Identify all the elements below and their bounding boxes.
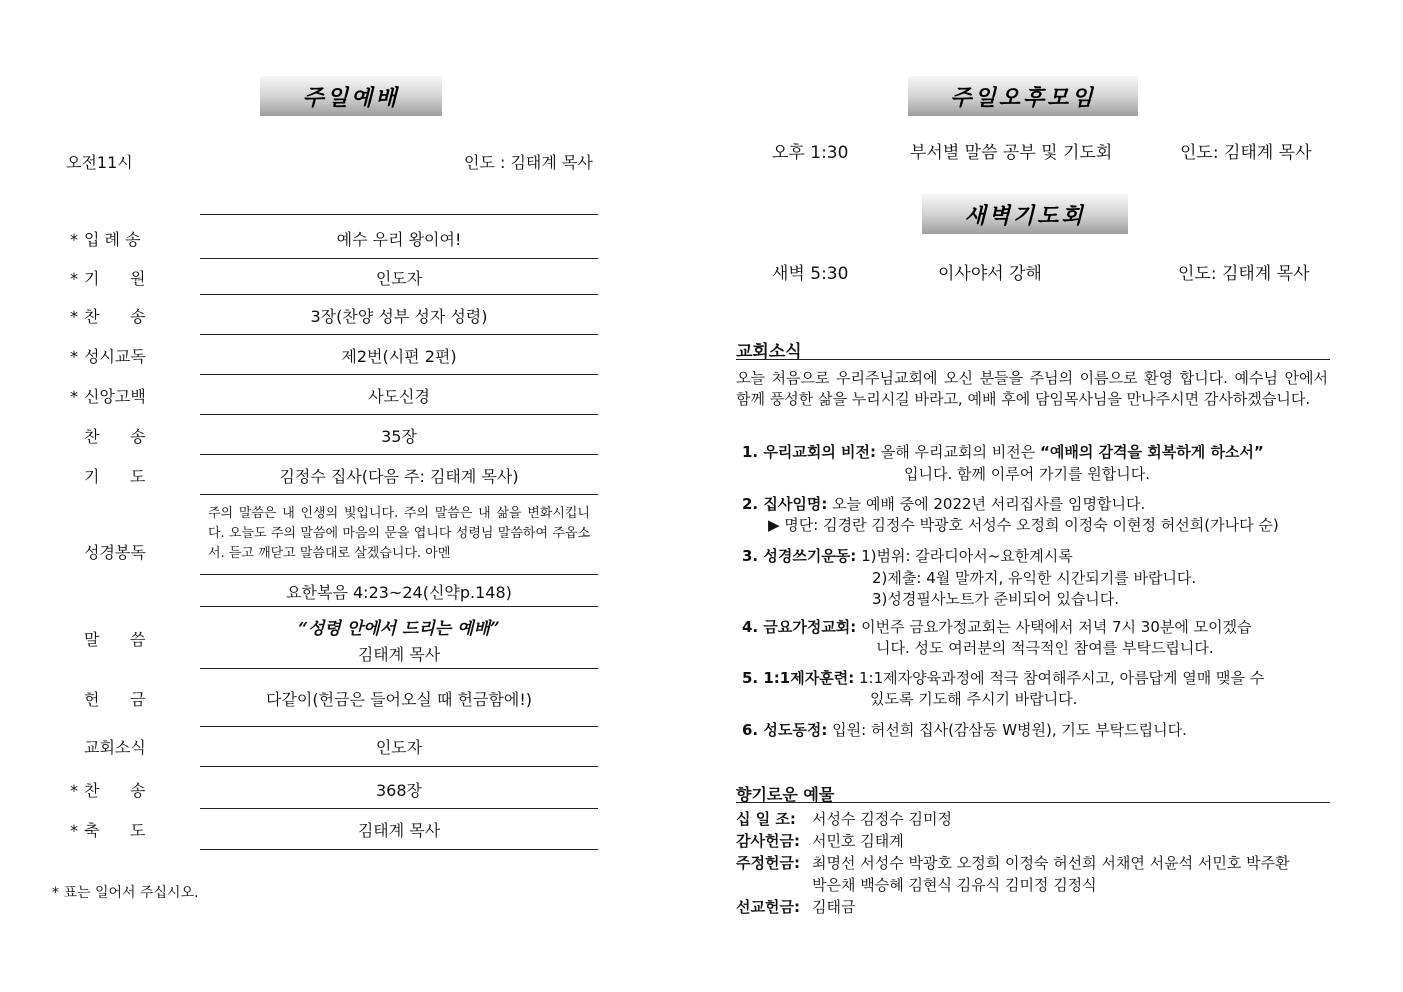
news-item-4-cont: 니다. 성도 여러분의 적극적인 참여를 부탁드립니다. [876, 639, 1214, 657]
afternoon-leader: 인도: 김태계 목사 [1180, 143, 1312, 163]
news-item-3-b: 2)제출: 4월 말까지, 유익한 시간되기를 바랍니다. [872, 569, 1197, 587]
order-value: 3장(찬양 성부 성자 성령) [310, 307, 488, 326]
table-rule [200, 214, 598, 215]
news-item-2: 2. 집사임명: 오늘 예배 중에 2022년 서리집사를 임명합니다. [742, 495, 1146, 513]
offering-value: 다같이(헌금은 들어오실 때 헌금함에!) [266, 690, 532, 709]
order-value: 사도신경 [368, 387, 430, 406]
news-item-5-cont: 있도록 기도해 주시기 바랍니다. [870, 690, 1078, 708]
sermon-label: 말 씀 [84, 630, 146, 649]
table-rule [200, 294, 598, 295]
order-label: * 찬 송 [70, 781, 146, 800]
table-rule [200, 258, 598, 259]
order-label: * 기 원 [70, 269, 146, 288]
afternoon-time: 오후 1:30 [772, 143, 849, 163]
order-value: 368장 [376, 781, 422, 800]
order-label: * 신앙고백 [70, 387, 146, 406]
order-value: 인도자 [375, 269, 423, 288]
offering-title: 향기로운 예물 [736, 785, 835, 804]
reading-reference: 요한복음 4:23~24(신약p.148) [286, 583, 512, 602]
order-label: 교회소식 [84, 738, 146, 757]
order-value: 제2번(시편 2편) [341, 347, 457, 366]
table-rule [200, 574, 598, 575]
sermon-title: “성령 안에서 드리는 예배” [298, 619, 500, 639]
dawn-desc: 이사야서 강해 [938, 264, 1042, 284]
welcome-text: 오늘 처음으로 우리주님교회에 오신 분들을 주님의 이름으로 환영 합니다. 예수님 안에서 함께 풍성한 삶을 누리시길 바라고, 예배 후에 담임목사님을 만나주시면 감사하겠습니다. [736, 369, 1328, 408]
news-item-2-list: ▶ 명단: 김경란 김정수 박광호 서성수 오정희 이정숙 이현정 허선희(가나다 순) [768, 516, 1279, 534]
offering-row: 십 일 조: 서성수 김정수 김미정 [736, 810, 952, 828]
news-item-1-cont: 입니다. 함께 이루어 가기를 원합니다. [904, 465, 1150, 483]
order-label: * 성시교독 [70, 347, 146, 366]
order-value: 예수 우리 왕이여! [336, 230, 462, 249]
dawn-time: 새벽 5:30 [772, 264, 849, 284]
table-rule [200, 606, 598, 607]
reading-prayer: 주의 말씀은 내 인생의 빛입니다. 주의 말씀은 내 삶을 변화시킵니다. 오늘도 주의 말씀에 마음의 문을 엽니다 성령님 말씀하여 주옵소서. 듣고 깨닫고 말씀대로 살겠습니다. 아멘 [208, 506, 590, 561]
news-item-3: 3. 성경쓰기운동: 1)범위: 갈라디아서~요한계시록 [742, 547, 1073, 565]
table-rule [200, 726, 598, 727]
offering-label: 헌 금 [84, 690, 146, 709]
order-value: 인도자 [375, 738, 423, 757]
table-rule [200, 668, 598, 669]
news-title: 교회소식 [736, 342, 802, 362]
table-rule [200, 414, 598, 415]
offering-row: 박은채 백승혜 김현식 김유식 김미정 김정식 [812, 876, 1097, 894]
table-rule [200, 374, 598, 375]
worship-leader: 인도 : 김태계 목사 [464, 153, 593, 172]
news-rule [736, 359, 1330, 360]
table-rule [200, 808, 598, 809]
worship-time: 오전11시 [66, 153, 133, 172]
order-value: 김정수 집사(다음 주: 김태계 목사) [279, 467, 519, 486]
sermon-speaker: 김태계 목사 [357, 645, 441, 664]
table-rule [200, 849, 598, 850]
dawn-title: 새벽기도회 [922, 194, 1128, 234]
news-item-3-c: 3)성경필사노트가 준비되어 있습니다. [872, 590, 1120, 608]
order-value: 35장 [381, 427, 417, 446]
offering-rule [736, 802, 1330, 803]
worship-title: 주일예배 [260, 76, 442, 116]
afternoon-title: 주일오후모임 [908, 76, 1138, 116]
afternoon-desc: 부서별 말씀 공부 및 기도회 [910, 143, 1113, 163]
order-label: * 찬 송 [70, 307, 146, 326]
offering-row: 주정헌금: 최명선 서성수 박광호 오정희 이정숙 허선희 서채연 서윤석 서민호 박주환 [736, 854, 1290, 872]
news-item-5: 5. 1:1제자훈련: 1:1제자양육과정에 적극 참여해주시고, 아름답게 열매 맺을 수 [742, 669, 1265, 687]
news-item-1: 1. 우리교회의 비전: 올해 우리교회의 비전은 “예배의 감격을 회복하게 하소서” [742, 443, 1264, 461]
table-rule [200, 454, 598, 455]
order-label: * 입 례 송 [70, 230, 141, 249]
order-label: 찬 송 [84, 427, 146, 446]
order-value: 김태계 목사 [357, 821, 441, 840]
order-label: * 축 도 [70, 821, 146, 840]
offering-row: 선교헌금: 김태금 [736, 898, 856, 916]
table-rule [200, 494, 598, 495]
dawn-leader: 인도: 김태계 목사 [1178, 264, 1310, 284]
table-rule [200, 334, 598, 335]
offering-row: 감사헌금: 서민호 김태계 [736, 832, 904, 850]
reading-label: 성경봉독 [84, 543, 146, 562]
news-item-4: 4. 금요가정교회: 이번주 금요가정교회는 사택에서 저녁 7시 30분에 모이겠습 [742, 618, 1252, 636]
footnote: * 표는 일어서 주십시오. [52, 885, 199, 901]
order-label: 기 도 [84, 467, 146, 486]
table-rule [200, 766, 598, 767]
news-item-6: 6. 성도동정: 입원: 허선희 집사(감삼동 W병원), 기도 부탁드립니다. [742, 721, 1187, 739]
